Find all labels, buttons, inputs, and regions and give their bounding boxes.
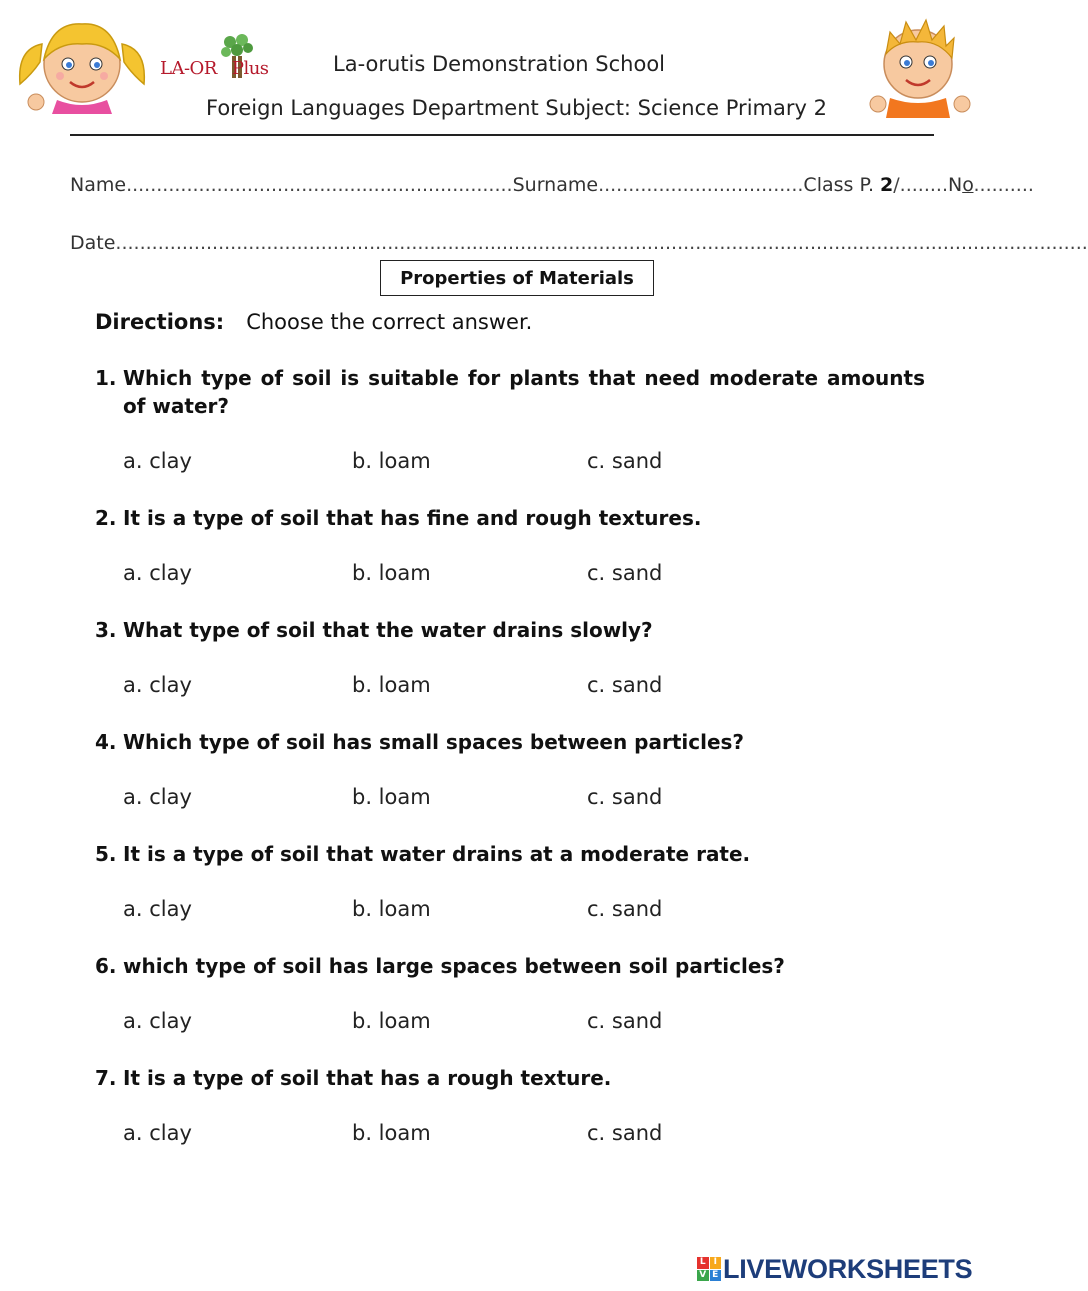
class-field[interactable]: /........ <box>893 174 948 196</box>
q5-option-c[interactable]: c. sand <box>587 897 663 921</box>
q1-option-b[interactable]: b. loam <box>352 449 431 473</box>
no-field[interactable]: .......... <box>973 174 1034 196</box>
liveworksheets-logo-icon <box>697 1257 721 1281</box>
q4-option-a[interactable]: a. clay <box>123 785 192 809</box>
q4-option-b[interactable]: b. loam <box>352 785 431 809</box>
q2-option-a[interactable]: a. clay <box>123 561 192 585</box>
school-logo <box>160 32 290 84</box>
brand-name: LIVEWORKSHEETS <box>723 1253 973 1284</box>
brand-mark-letter: E <box>710 1270 722 1282</box>
q3-option-c[interactable]: c. sand <box>587 673 663 697</box>
question-text: It is a type of soil that has a rough texture. <box>123 1066 612 1090</box>
question-text: It is a type of soil that water drains at a moderate rate. <box>123 842 751 866</box>
question-text: Which type of soil has small spaces between particles? <box>123 730 745 754</box>
logo-text-right: Plus <box>231 58 269 79</box>
liveworksheets-brand[interactable] <box>697 1254 972 1284</box>
question-1 <box>95 364 925 420</box>
q6-option-c[interactable]: c. sand <box>587 1009 663 1033</box>
question-number: 6. <box>95 954 117 978</box>
q7-option-c[interactable]: c. sand <box>587 1121 663 1145</box>
question-number: 7. <box>95 1066 117 1090</box>
date-field[interactable]: ................................................................................................................................................................. <box>115 232 1088 254</box>
question-number: 2. <box>95 506 117 530</box>
q7-option-b[interactable]: b. loam <box>352 1121 431 1145</box>
question-6 <box>95 952 925 980</box>
directions <box>95 310 532 334</box>
brand-mark-letter: V <box>697 1270 709 1282</box>
question-text: It is a type of soil that has fine and rough textures. <box>123 506 702 530</box>
boy-cartoon-image <box>868 14 983 118</box>
question-3 <box>95 616 925 644</box>
girl-cartoon-image <box>12 14 152 114</box>
logo-text-left: LA-OR <box>160 58 217 79</box>
date-label: Date <box>70 232 116 254</box>
question-text: which type of soil has large spaces between soil particles? <box>123 954 785 978</box>
question-text: Which type of soil is suitable for plants that need moderate amounts of water? <box>123 366 925 418</box>
q7-option-a[interactable]: a. clay <box>123 1121 192 1145</box>
no-label-n: N <box>947 174 963 196</box>
question-5 <box>95 840 925 868</box>
question-number: 5. <box>95 842 117 866</box>
q6-option-a[interactable]: a. clay <box>123 1009 192 1033</box>
header-divider <box>70 134 934 136</box>
question-2 <box>95 504 925 532</box>
q1-option-a[interactable]: a. clay <box>123 449 192 473</box>
directions-label: Directions: <box>95 310 225 334</box>
question-number: 3. <box>95 618 117 642</box>
q3-option-b[interactable]: b. loam <box>352 673 431 697</box>
question-number: 1. <box>95 366 117 390</box>
department-subject: Foreign Languages Department Subject: Science Primary 2 <box>206 96 827 120</box>
student-info-line <box>70 174 1034 196</box>
q4-option-c[interactable]: c. sand <box>587 785 663 809</box>
surname-field[interactable]: .................................. <box>598 174 804 196</box>
worksheet-title: Properties of Materials <box>380 260 654 296</box>
name-label: Name <box>70 174 127 196</box>
q1-option-c[interactable]: c. sand <box>587 449 663 473</box>
directions-text: Choose the correct answer. <box>246 310 533 334</box>
school-name: La-orutis Demonstration School <box>333 52 666 76</box>
name-field[interactable]: ................................................................ <box>126 174 513 196</box>
class-label: Class P. <box>803 174 881 196</box>
q3-option-a[interactable]: a. clay <box>123 673 192 697</box>
surname-label: Surname <box>512 174 599 196</box>
q2-option-c[interactable]: c. sand <box>587 561 663 585</box>
no-label-o: o <box>962 174 974 196</box>
question-7 <box>95 1064 925 1092</box>
brand-mark-letter: I <box>710 1257 722 1269</box>
q5-option-b[interactable]: b. loam <box>352 897 431 921</box>
q2-option-b[interactable]: b. loam <box>352 561 431 585</box>
question-text: What type of soil that the water drains slowly? <box>123 618 653 642</box>
class-value: 2 <box>880 174 894 196</box>
question-4 <box>95 728 925 756</box>
question-number: 4. <box>95 730 117 754</box>
brand-mark-letter: L <box>697 1257 709 1269</box>
q5-option-a[interactable]: a. clay <box>123 897 192 921</box>
date-line <box>70 232 1088 254</box>
q6-option-b[interactable]: b. loam <box>352 1009 431 1033</box>
